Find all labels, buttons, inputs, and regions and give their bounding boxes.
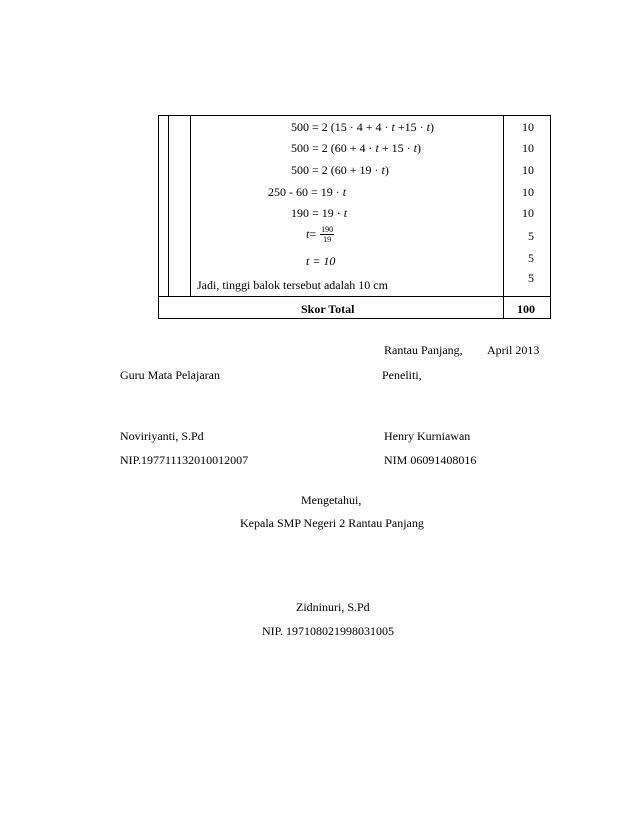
fraction-step: t = $\frac{190}{19}$ xyxy=(306,225,334,244)
principal-name: Zidninuri, S.Pd xyxy=(296,600,370,614)
table-divider-inner xyxy=(190,116,191,296)
conclusion-text: Jadi, tinggi balok tersebut adalah 10 cm xyxy=(197,278,388,292)
step-score: 5 xyxy=(528,251,534,265)
solution-step: 500 = 2 (15 · 4 + 4 · t +15 · t) xyxy=(291,120,434,134)
step-score: 10 xyxy=(522,185,534,199)
researcher-role: Peneliti, xyxy=(382,368,422,382)
table-divider-score xyxy=(503,116,504,318)
table-divider-left xyxy=(168,116,169,296)
fraction-numerator: 190 xyxy=(321,225,334,234)
total-score-label: Skor Total xyxy=(301,302,355,316)
month-year: April 2013 xyxy=(487,343,540,357)
step-score: 5 xyxy=(528,271,534,285)
total-score-value: 100 xyxy=(517,302,535,316)
step-score: 10 xyxy=(522,120,534,134)
teacher-role: Guru Mata Pelajaran xyxy=(120,368,220,382)
solution-step: 500 = 2 (60 + 19 · t) xyxy=(291,163,389,177)
fraction-denominator: 19 xyxy=(323,235,332,244)
principal-id: NIP. 197108021998031005 xyxy=(262,624,395,638)
principal-role: Kepala SMP Negeri 2 Rantau Panjang xyxy=(240,516,424,530)
result-step: t = 10 xyxy=(306,254,336,268)
fraction xyxy=(320,225,334,244)
acknowledge-label: Mengetahui, xyxy=(301,493,362,507)
teacher-id: NIP.197711132010012007 xyxy=(120,453,249,467)
step-score: 10 xyxy=(522,206,534,220)
teacher-name: Noviriyanti, S.Pd xyxy=(120,429,204,443)
step-score: 10 xyxy=(522,163,534,177)
researcher-name: Henry Kurniawan xyxy=(384,429,471,443)
table-total-separator xyxy=(159,296,550,297)
step-score: 5 xyxy=(528,229,534,243)
step-score: 10 xyxy=(522,141,534,155)
researcher-id: NIM 06091408016 xyxy=(384,453,477,467)
solution-step: 250 - 60 = 19 · t xyxy=(268,185,347,199)
place-date: Rantau Panjang, xyxy=(384,343,463,357)
solution-step: 190 = 19 · t xyxy=(291,206,348,220)
solution-step: 500 = 2 (60 + 4 · t + 15 · t) xyxy=(291,141,421,155)
scoring-table xyxy=(158,115,551,319)
